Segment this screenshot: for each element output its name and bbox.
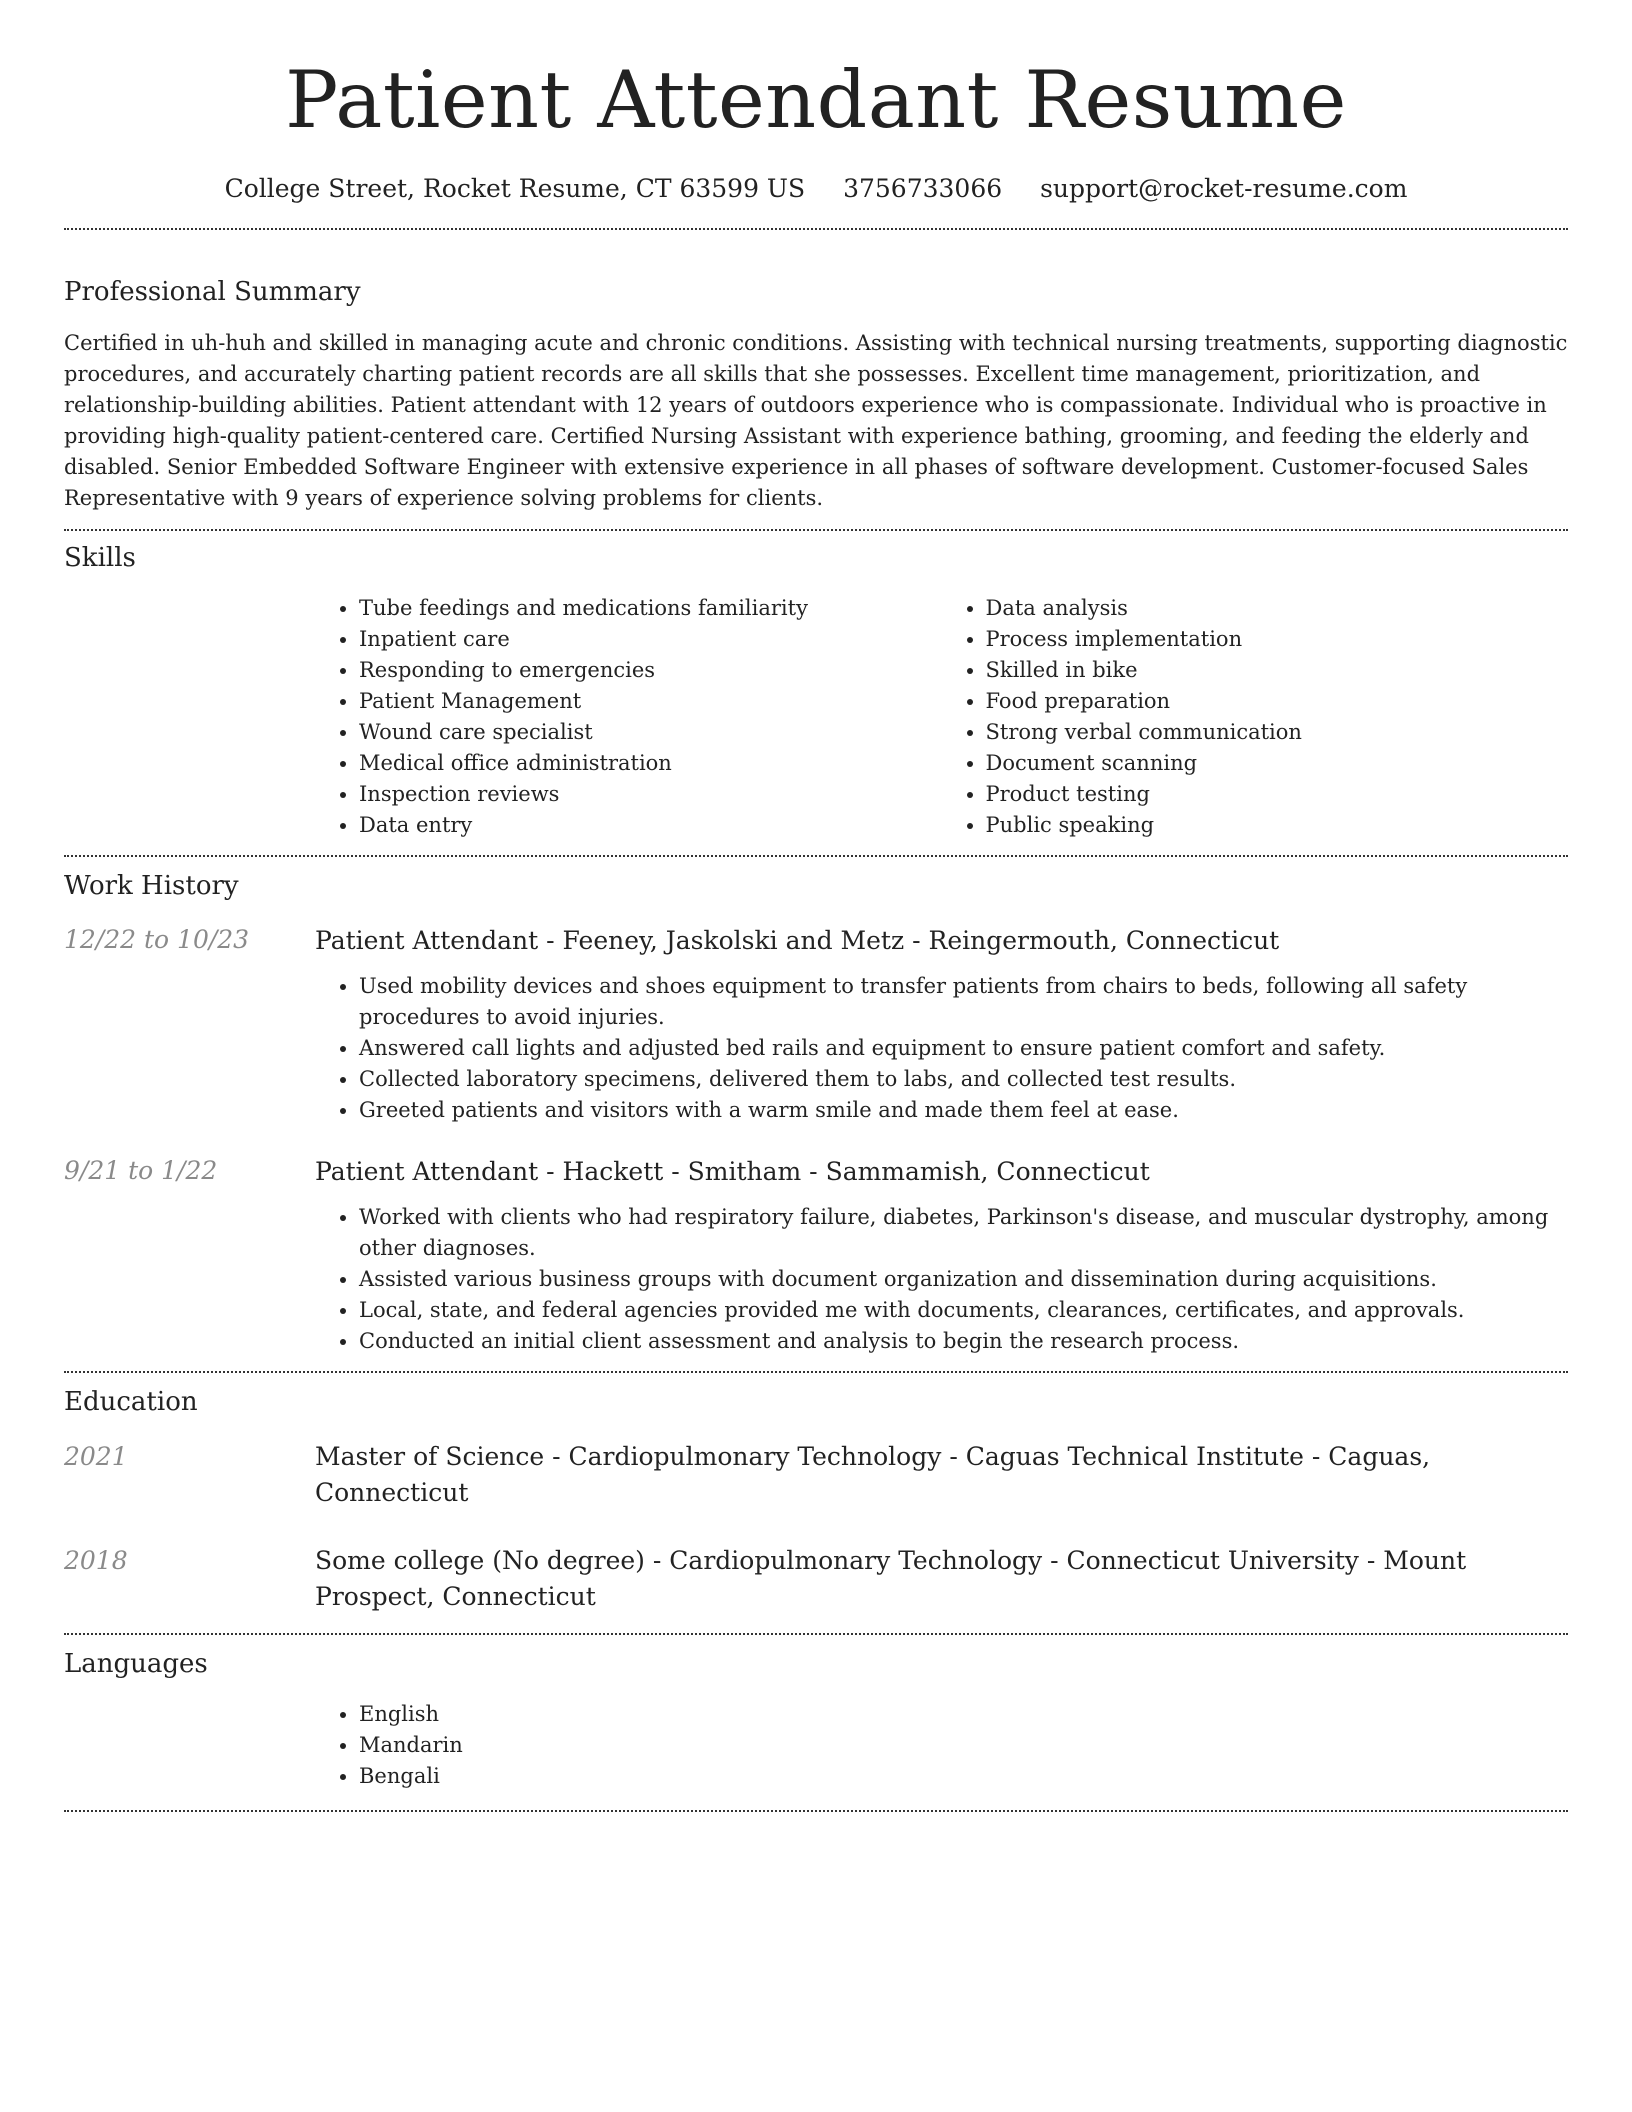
separator: - bbox=[1042, 1546, 1067, 1575]
education-degree: Master of Science bbox=[315, 1442, 545, 1471]
job-bullet-list bbox=[315, 1202, 1568, 1357]
job-dates: 12/22 to 10/23 bbox=[64, 925, 250, 954]
languages-section bbox=[64, 1647, 1568, 1792]
education-entry bbox=[64, 1439, 1568, 1511]
section-divider bbox=[64, 228, 1568, 230]
section-divider bbox=[64, 1633, 1568, 1635]
skill-item: • Tube feedings and medications familiarity bbox=[359, 593, 942, 624]
section-divider bbox=[64, 855, 1568, 857]
resume-header bbox=[64, 0, 1568, 206]
education-location: Caguas, Connecticut bbox=[315, 1442, 1431, 1507]
skill-item: • Strong verbal communication bbox=[986, 717, 1569, 748]
section-title-work-history: Work History bbox=[64, 871, 239, 901]
job-bullet: • Greeted patients and visitors with a warm smile and made them feel at ease. bbox=[359, 1095, 1568, 1126]
skills-list-right bbox=[942, 593, 1569, 841]
separator: - bbox=[904, 926, 929, 955]
education-field: Cardiopulmonary Technology bbox=[568, 1442, 942, 1471]
language-item: • Mandarin bbox=[359, 1730, 1568, 1761]
skill-item: • Data analysis bbox=[986, 593, 1569, 624]
job-title-line bbox=[315, 1154, 1150, 1190]
education-entry bbox=[64, 1543, 1568, 1615]
section-title-languages: Languages bbox=[64, 1649, 208, 1679]
job-bullet: • Local, state, and federal agencies provided me with documents, clearances, certificates, and approvals. bbox=[359, 1295, 1568, 1326]
job-header bbox=[64, 1154, 1568, 1190]
skill-item: • Inspection reviews bbox=[359, 779, 942, 810]
education-year: 2018 bbox=[64, 1546, 128, 1575]
section-title-skills: Skills bbox=[64, 543, 136, 573]
job-bullet: • Conducted an initial client assessment and analysis to begin the research process. bbox=[359, 1326, 1568, 1357]
resume-title: Patient Attendant Resume bbox=[285, 54, 1347, 146]
education-section bbox=[64, 1385, 1568, 1615]
skills-section bbox=[64, 541, 1568, 841]
skill-item: • Product testing bbox=[986, 779, 1569, 810]
section-title-summary: Professional Summary bbox=[64, 277, 361, 307]
job-bullet: • Collected laboratory specimens, delivered them to labs, and collected test results. bbox=[359, 1064, 1568, 1095]
skills-columns bbox=[315, 593, 1568, 841]
skills-list-left bbox=[315, 593, 942, 841]
section-divider bbox=[64, 529, 1568, 531]
separator: - bbox=[644, 1546, 670, 1575]
separator: - bbox=[538, 1157, 563, 1186]
education-location: Mount Prospect, Connecticut bbox=[315, 1546, 1467, 1611]
skill-item: • Patient Management bbox=[359, 686, 942, 717]
job-company: Hackett - Smitham bbox=[562, 1157, 802, 1186]
job-bullet: • Worked with clients who had respiratory failure, diabetes, Parkinson's disease, and muscular dystrophy, among other diagnoses. bbox=[359, 1202, 1568, 1264]
section-title-education: Education bbox=[64, 1387, 198, 1417]
job-location: Reingermouth, Connecticut bbox=[928, 926, 1280, 955]
separator: - bbox=[1303, 1442, 1329, 1471]
education-field: Cardiopulmonary Technology bbox=[669, 1546, 1043, 1575]
skill-item: • Process implementation bbox=[986, 624, 1569, 655]
section-divider bbox=[64, 1371, 1568, 1373]
skill-item: • Data entry bbox=[359, 810, 942, 841]
education-title-line bbox=[315, 1439, 1568, 1511]
education-school: Connecticut University bbox=[1066, 1546, 1359, 1575]
education-degree: Some college (No degree) bbox=[315, 1546, 645, 1575]
skill-item: • Food preparation bbox=[986, 686, 1569, 717]
job-entry bbox=[64, 923, 1568, 1126]
section-divider bbox=[64, 1810, 1568, 1812]
job-role: Patient Attendant bbox=[315, 1157, 539, 1186]
language-item: • English bbox=[359, 1699, 1568, 1730]
education-school: Caguas Technical Institute bbox=[965, 1442, 1304, 1471]
education-year: 2021 bbox=[64, 1442, 128, 1471]
job-bullet-list bbox=[315, 971, 1568, 1126]
work-history-section bbox=[64, 869, 1568, 1357]
job-company: Feeney, Jaskolski and Metz bbox=[562, 926, 905, 955]
separator: - bbox=[941, 1442, 966, 1471]
languages-list bbox=[315, 1699, 1568, 1792]
job-dates: 9/21 to 1/22 bbox=[64, 1156, 218, 1185]
skill-item: • Inpatient care bbox=[359, 624, 942, 655]
job-location: Sammamish, Connecticut bbox=[825, 1157, 1150, 1186]
separator: - bbox=[538, 926, 563, 955]
language-item: • Bengali bbox=[359, 1761, 1568, 1792]
job-header bbox=[64, 923, 1568, 959]
separator: - bbox=[1358, 1546, 1384, 1575]
separator: - bbox=[801, 1157, 826, 1186]
job-entry bbox=[64, 1154, 1568, 1357]
job-bullet: • Answered call lights and adjusted bed rails and equipment to ensure patient comfort and safety. bbox=[359, 1033, 1568, 1064]
contact-email: support@rocket-resume.com bbox=[1040, 174, 1408, 203]
skill-item: • Skilled in bike bbox=[986, 655, 1569, 686]
contact-phone: 3756733066 bbox=[843, 174, 1003, 203]
skill-item: • Document scanning bbox=[986, 748, 1569, 779]
skill-item: • Responding to emergencies bbox=[359, 655, 942, 686]
skill-item: • Public speaking bbox=[986, 810, 1569, 841]
job-role: Patient Attendant bbox=[315, 926, 539, 955]
job-bullet: • Assisted various business groups with document organization and dissemination during acquisitions. bbox=[359, 1264, 1568, 1295]
separator: - bbox=[544, 1442, 569, 1471]
job-title-line bbox=[315, 923, 1279, 959]
skill-item: • Medical office administration bbox=[359, 748, 942, 779]
summary-text: Certified in uh-huh and skilled in managing acute and chronic conditions. Assisting with technical nursing treatments, supporting diagnostic procedures, and accurately charting patient records are all skills that she possesses. Excellent time management, prioritization, and relationship-building abilities. Patient attendant with 12 years of outdoors experience who is compassionate. Individual who is proactive in providing high-quality patient-centered care. Certified Nursing Assistant with experience bathing, grooming, and feeding the elderly and disabled. Senior Embedded Software Engineer with extensive experience in all phases of software development. Customer-focused Sales Representative with 9 years of experience solving problems for clients. bbox=[64, 331, 1568, 510]
summary-section bbox=[64, 275, 1568, 514]
contact-line bbox=[64, 172, 1568, 206]
job-bullet: • Used mobility devices and shoes equipment to transfer patients from chairs to beds, following all safety procedures to avoid injuries. bbox=[359, 971, 1568, 1033]
contact-address: College Street, Rocket Resume, CT 63599 US bbox=[224, 174, 806, 203]
education-title-line bbox=[315, 1543, 1568, 1615]
skill-item: • Wound care specialist bbox=[359, 717, 942, 748]
